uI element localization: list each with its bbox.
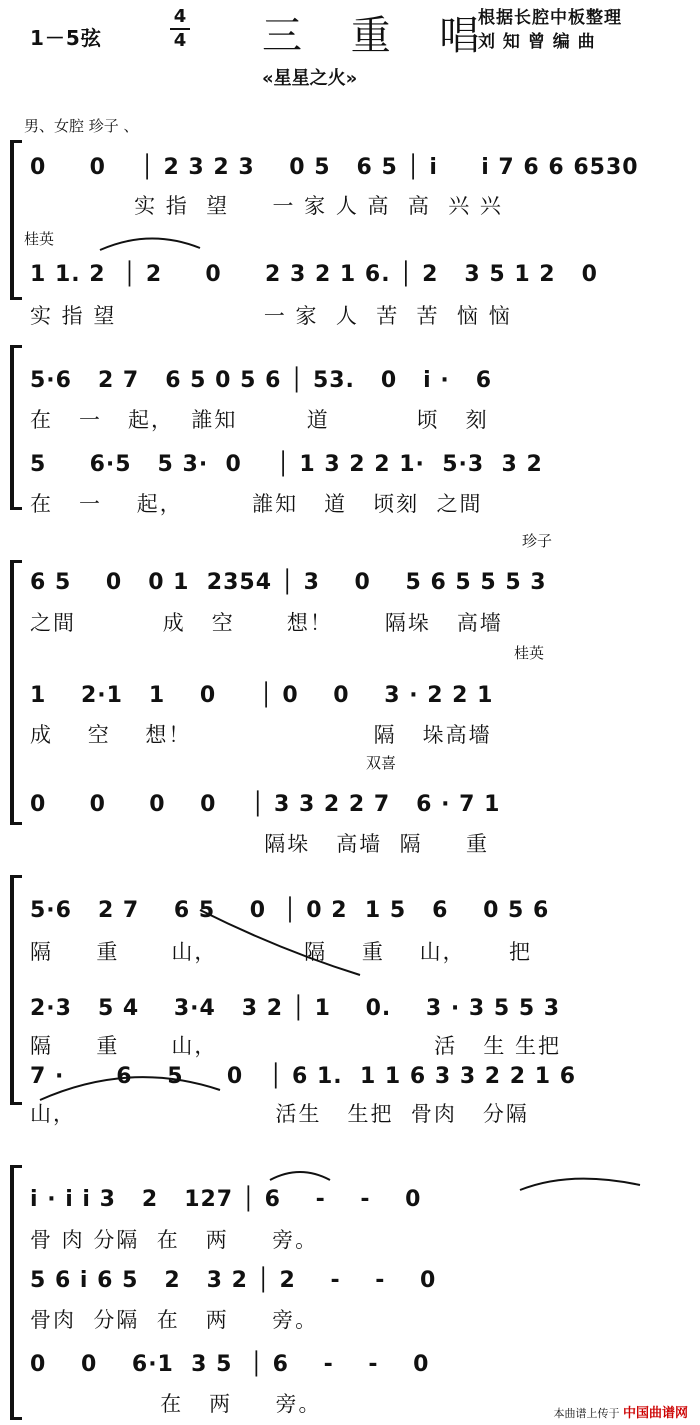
footer-watermark xyxy=(553,1402,688,1421)
lyrics-line: 在 一 起， 誰知 道 顷 刻 xyxy=(30,408,489,432)
lyrics-line: 在 两 旁。 xyxy=(30,1392,322,1416)
notation-line: 0 0 6·1 3 5 │ 6 - - 0 xyxy=(30,1352,430,1377)
time-signature-bottom: 4 xyxy=(173,30,187,51)
notation-line: 5·6 2 7 6 5 0 │ 0 2 1 5 6 0 5 6 xyxy=(30,898,550,923)
song-title: 三 重 唱 xyxy=(262,13,498,59)
role-label: 桂英 xyxy=(24,230,55,248)
lyrics-line: 山， 活生 生把 骨肉 分隔 xyxy=(30,1102,529,1126)
notation-line: 0 0 │ 2 3 2 3 0 5 6 5 │ i i 7 6 6 6530 xyxy=(30,155,639,180)
lyrics-line: 实 指 望 一 家 人 苦 苦 恼 恼 xyxy=(30,304,512,328)
notation-line: 5·6 2 7 6 5 0 5 6 │ 53. 0 i · 6 xyxy=(30,368,493,393)
role-label: 珍子 xyxy=(522,532,553,550)
key-signature: 1－5弦 xyxy=(30,26,102,50)
slur-arc xyxy=(200,910,360,975)
lyrics-line: 隔垛 高墙 隔 重 xyxy=(30,832,489,856)
lyrics-line: 骨 肉 分隔 在 两 旁。 xyxy=(30,1228,319,1252)
slur-arc xyxy=(100,238,200,250)
lyrics-line: 之間 成 空 想！ 隔垛 高墻 xyxy=(30,611,503,635)
lyrics-line: 成 空 想！ 隔 垛高墻 xyxy=(30,723,492,747)
time-signature-top: 4 xyxy=(173,6,187,27)
notation-line: 7 · 6 5 0 │ 6 1. 1 1 6 3 3 2 2 1 6 xyxy=(30,1064,577,1089)
lyrics-line: 隔 重 山， 活 生 生把 xyxy=(30,1034,562,1058)
notation-line: 2·3 5 4 3·4 3 2 │ 1 0. 3 · 3 5 5 3 xyxy=(30,996,561,1021)
notation-line: 1 2·1 1 0 │ 0 0 3 · 2 2 1 xyxy=(30,683,494,708)
notation-line: 5 6·5 5 3· 0 │ 1 3 2 2 1· 5·3 3 2 xyxy=(30,452,543,477)
role-label: 双喜 xyxy=(366,754,397,772)
role-label: 男、女腔 珍子 、 xyxy=(24,117,139,135)
notation-line: 6 5 0 0 1 2354 │ 3 0 5 6 5 5 5 3 xyxy=(30,570,547,595)
credit-line-2: 刘 知 曾 编 曲 xyxy=(478,32,596,52)
lyrics-line: 骨肉 分隔 在 两 旁。 xyxy=(30,1308,319,1332)
notation-line: i · i i 3 2 127 │ 6 - - 0 xyxy=(30,1187,422,1212)
credit-line-1: 根据长腔中板整理 xyxy=(478,8,622,28)
slur-arc xyxy=(270,1172,330,1180)
lyrics-line: 实 指 望 一 家 人 高 高 兴 兴 xyxy=(30,194,503,218)
footer-text: 本曲谱上传于 xyxy=(553,1407,620,1420)
lyrics-line: 隔 重 山， 隔 重 山， 把 xyxy=(30,940,532,964)
lyrics-line: 在 一 起， 誰知 道 顷刻 之間 xyxy=(30,492,483,516)
slur-arc xyxy=(40,1077,220,1100)
role-label: 桂英 xyxy=(514,644,545,662)
notation-line: 0 0 0 0 │ 3 3 2 2 7 6 · 7 1 xyxy=(30,792,501,817)
notation-line: 1 1. 2 │ 2 0 2 3 2 1 6. │ 2 3 5 1 2 0 xyxy=(30,262,598,287)
footer-brand: 中国曲谱网 xyxy=(622,1406,688,1421)
slur-arc xyxy=(520,1179,640,1190)
notation-line: 5 6 i 6 5 2 3 2 │ 2 - - 0 xyxy=(30,1268,437,1293)
subtitle: «星星之火» xyxy=(262,68,358,89)
